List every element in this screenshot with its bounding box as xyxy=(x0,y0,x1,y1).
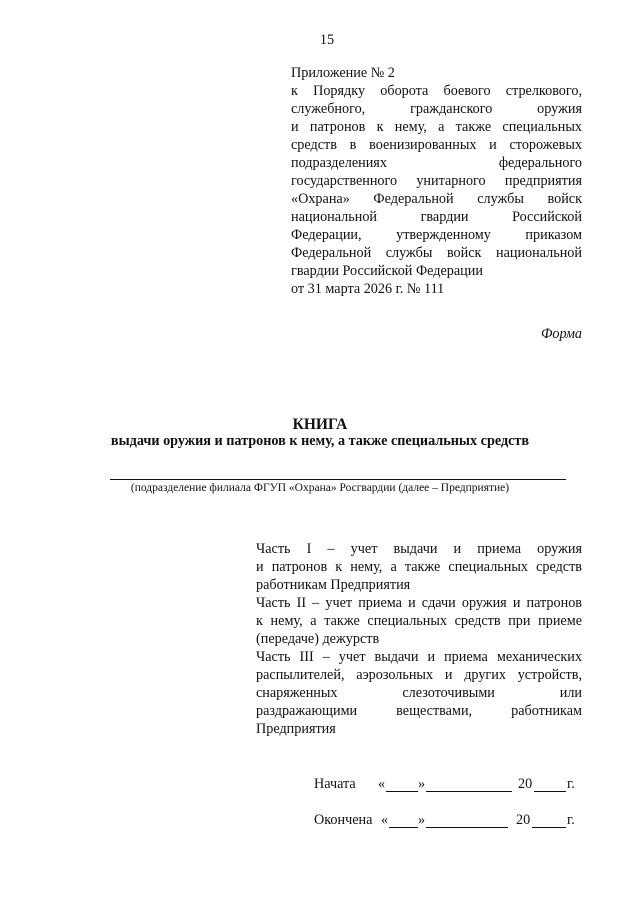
appendix-line: Федеральной службы войск национальной xyxy=(291,245,582,261)
part-line: Часть III – учет выдачи и приема механических xyxy=(256,649,582,665)
ended-day-blank[interactable] xyxy=(389,827,418,828)
open-quote: « xyxy=(381,812,389,828)
appendix-line: Приложение № 2 xyxy=(291,65,395,81)
appendix-line: «Охрана» Федеральной службы войск xyxy=(291,191,582,207)
part-line: распылителей, аэрозольных и других устройств, xyxy=(256,667,582,683)
year-prefix: 20 xyxy=(516,812,531,828)
part-line: и патронов к нему, а также специальных средств xyxy=(256,559,582,575)
appendix-line: средств в военизированных и сторожевых xyxy=(291,137,582,153)
part-line: Часть II – учет приема и сдачи оружия и патронов xyxy=(256,595,582,611)
appendix-line: гвардии Российской Федерации xyxy=(291,263,483,279)
part-line: Предприятия xyxy=(256,721,336,737)
part-line: раздражающими веществами, работникам xyxy=(256,703,582,719)
page-number: 15 xyxy=(319,32,335,48)
started-month-blank[interactable] xyxy=(426,791,512,792)
appendix-line: от 31 марта 2026 г. № 111 xyxy=(291,281,445,297)
appendix-line: национальной гвардии Российской xyxy=(291,209,582,225)
year-suffix: г. xyxy=(567,812,575,828)
appendix-line: подразделениях федерального xyxy=(291,155,582,171)
unit-name-line xyxy=(110,479,566,480)
part-line: работникам Предприятия xyxy=(256,577,411,593)
ended-label: Окончена xyxy=(314,812,373,828)
started-day-blank[interactable] xyxy=(386,791,418,792)
started-year-blank[interactable] xyxy=(534,791,566,792)
part-line: Часть I – учет выдачи и приема оружия xyxy=(256,541,582,557)
year-suffix: г. xyxy=(567,776,575,792)
open-quote: « xyxy=(378,776,386,792)
form-label: Форма xyxy=(540,326,582,342)
ended-year-blank[interactable] xyxy=(532,827,566,828)
unit-caption: (подразделение филиала ФГУП «Охрана» Росгвардии (далее – Предприятие) xyxy=(130,482,510,494)
ended-month-blank[interactable] xyxy=(426,827,508,828)
appendix-line: к Порядку оборота боевого стрелкового, xyxy=(291,83,582,99)
close-quote: » xyxy=(418,776,426,792)
part-line: к нему, а также специальных средств при приеме xyxy=(256,613,582,629)
started-label: Начата xyxy=(314,776,356,792)
appendix-line: служебного, гражданского оружия xyxy=(291,101,582,117)
year-prefix: 20 xyxy=(518,776,533,792)
appendix-line: и патронов к нему, а также специальных xyxy=(291,119,582,135)
part-line: (передаче) дежурств xyxy=(256,631,380,647)
appendix-line: Федерации, утвержденному приказом xyxy=(291,227,582,243)
book-subtitle: выдачи оружия и патронов к нему, а также специальных средств xyxy=(110,433,530,449)
appendix-line: государственного унитарного предприятия xyxy=(291,173,582,189)
part-line: снаряженных слезоточивыми или xyxy=(256,685,582,701)
book-title: КНИГА xyxy=(292,416,348,433)
close-quote: » xyxy=(418,812,426,828)
